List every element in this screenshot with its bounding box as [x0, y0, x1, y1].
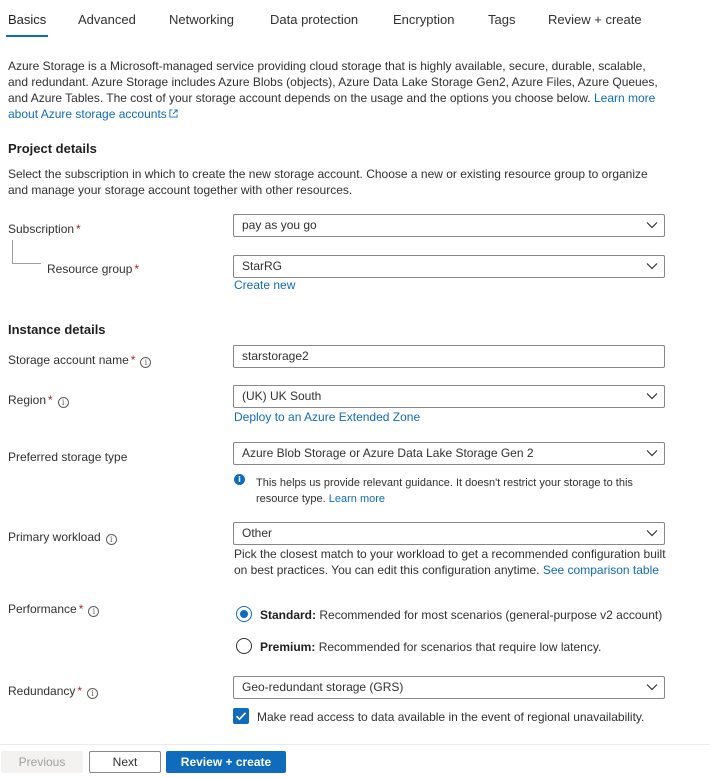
redundancy-label: Redundancy * i	[8, 684, 98, 699]
instance-details-heading: Instance details	[8, 322, 106, 337]
storage-type-note: This helps us provide relevant guidance. It doesn't restrict your storage to this resource type. Learn more	[256, 477, 633, 505]
performance-standard-text: Standard: Recommended for most scenarios (general-purpose v2 account)	[260, 608, 663, 622]
tab-review-create[interactable]: Review + create	[548, 12, 642, 27]
required-marker: *	[134, 262, 140, 276]
project-details-heading: Project details	[8, 141, 97, 156]
intro-text: Azure Storage is a Microsoft-managed service providing cloud storage that is highly available, secure, durable, scalable, and redundant. Azure Storage includes Azure Blobs (objects), Azure Data Lake Storage Gen2, Azure Files, Azure Queues, and Azure Tables. The cost of your storage account depends on the usage and the options you choose below.	[8, 59, 658, 105]
tree-connector	[12, 263, 41, 264]
project-details-description: Select the subscription in which to create the new storage account. Choose a new or existing resource group to organize and manage your storage account together with other resources.	[8, 167, 648, 197]
required-marker: *	[78, 602, 84, 616]
required-marker: *	[48, 393, 53, 407]
preferred-storage-type-label: Preferred storage type	[8, 450, 128, 464]
resource-group-label: Resource group *	[47, 262, 140, 276]
performance-premium-radio[interactable]	[236, 638, 252, 654]
redundancy-select[interactable]: Geo-redundant storage (GRS)	[233, 676, 665, 699]
required-marker: *	[130, 353, 136, 367]
checkmark-icon	[233, 708, 249, 724]
required-marker: *	[77, 684, 83, 698]
see-comparison-table-link[interactable]: See comparison table	[542, 563, 659, 577]
tab-advanced[interactable]: Advanced	[78, 12, 136, 27]
storage-account-name-label: Storage account name * i	[8, 353, 151, 368]
info-icon[interactable]: i	[58, 397, 69, 408]
next-button[interactable]: Next	[89, 751, 161, 773]
tab-tags[interactable]: Tags	[488, 12, 516, 27]
storage-account-name-input[interactable]: starstorage2	[233, 345, 665, 368]
chevron-down-icon	[646, 529, 658, 537]
tab-data-protection[interactable]: Data protection	[270, 12, 359, 27]
learn-more-storage-link[interactable]: Learn more about Azure storage accounts	[8, 91, 656, 121]
primary-workload-select[interactable]: Other	[233, 522, 665, 545]
region-select[interactable]: (UK) UK South	[233, 385, 665, 408]
performance-standard-radio[interactable]	[236, 606, 252, 622]
tab-encryption[interactable]: Encryption	[393, 12, 455, 27]
info-filled-icon: i	[234, 474, 245, 485]
review-create-button[interactable]: Review + create	[166, 751, 286, 773]
external-link-icon	[169, 109, 178, 118]
info-icon[interactable]: i	[140, 357, 151, 368]
tab-basics[interactable]: Basics	[8, 12, 47, 27]
storage-type-learn-more-link[interactable]: Learn more	[328, 493, 386, 505]
create-new-link[interactable]: Create new	[234, 278, 296, 292]
chevron-down-icon	[646, 221, 658, 229]
chevron-down-icon	[646, 262, 658, 270]
region-label: Region * i	[8, 393, 69, 408]
info-icon[interactable]: i	[88, 606, 99, 617]
info-icon[interactable]: i	[106, 534, 117, 545]
intro-paragraph	[8, 58, 664, 122]
active-tab-indicator	[6, 35, 48, 37]
info-icon[interactable]: i	[87, 688, 98, 699]
primary-workload-label: Primary workload i	[8, 530, 117, 545]
required-marker: *	[76, 222, 81, 236]
footer-divider	[0, 744, 710, 745]
tab-networking[interactable]: Networking	[169, 12, 235, 27]
workload-helper-text: Pick the closest match to your workload to get a recommended configuration built on best practices. You can edit this configuration anytime. See comparison table	[234, 547, 666, 577]
performance-premium-text: Premium: Recommended for scenarios that require low latency.	[260, 640, 602, 654]
preferred-storage-type-select[interactable]: Azure Blob Storage or Azure Data Lake Storage Gen 2	[233, 442, 665, 465]
previous-button[interactable]: Previous	[1, 751, 83, 773]
tab-bar	[0, 0, 710, 40]
tree-connector	[12, 240, 13, 263]
chevron-down-icon	[646, 449, 658, 457]
chevron-down-icon	[646, 683, 658, 691]
deploy-extended-zone-link[interactable]: Deploy to an Azure Extended Zone	[234, 410, 421, 424]
read-access-label: Make read access to data available in the event of regional unavailability.	[257, 710, 645, 724]
read-access-checkbox[interactable]	[233, 708, 249, 724]
chevron-down-icon	[646, 392, 658, 400]
resource-group-select[interactable]: StarRG	[233, 255, 665, 278]
performance-label: Performance * i	[8, 602, 99, 617]
subscription-select[interactable]: pay as you go	[233, 214, 665, 237]
subscription-label: Subscription *	[8, 222, 81, 236]
